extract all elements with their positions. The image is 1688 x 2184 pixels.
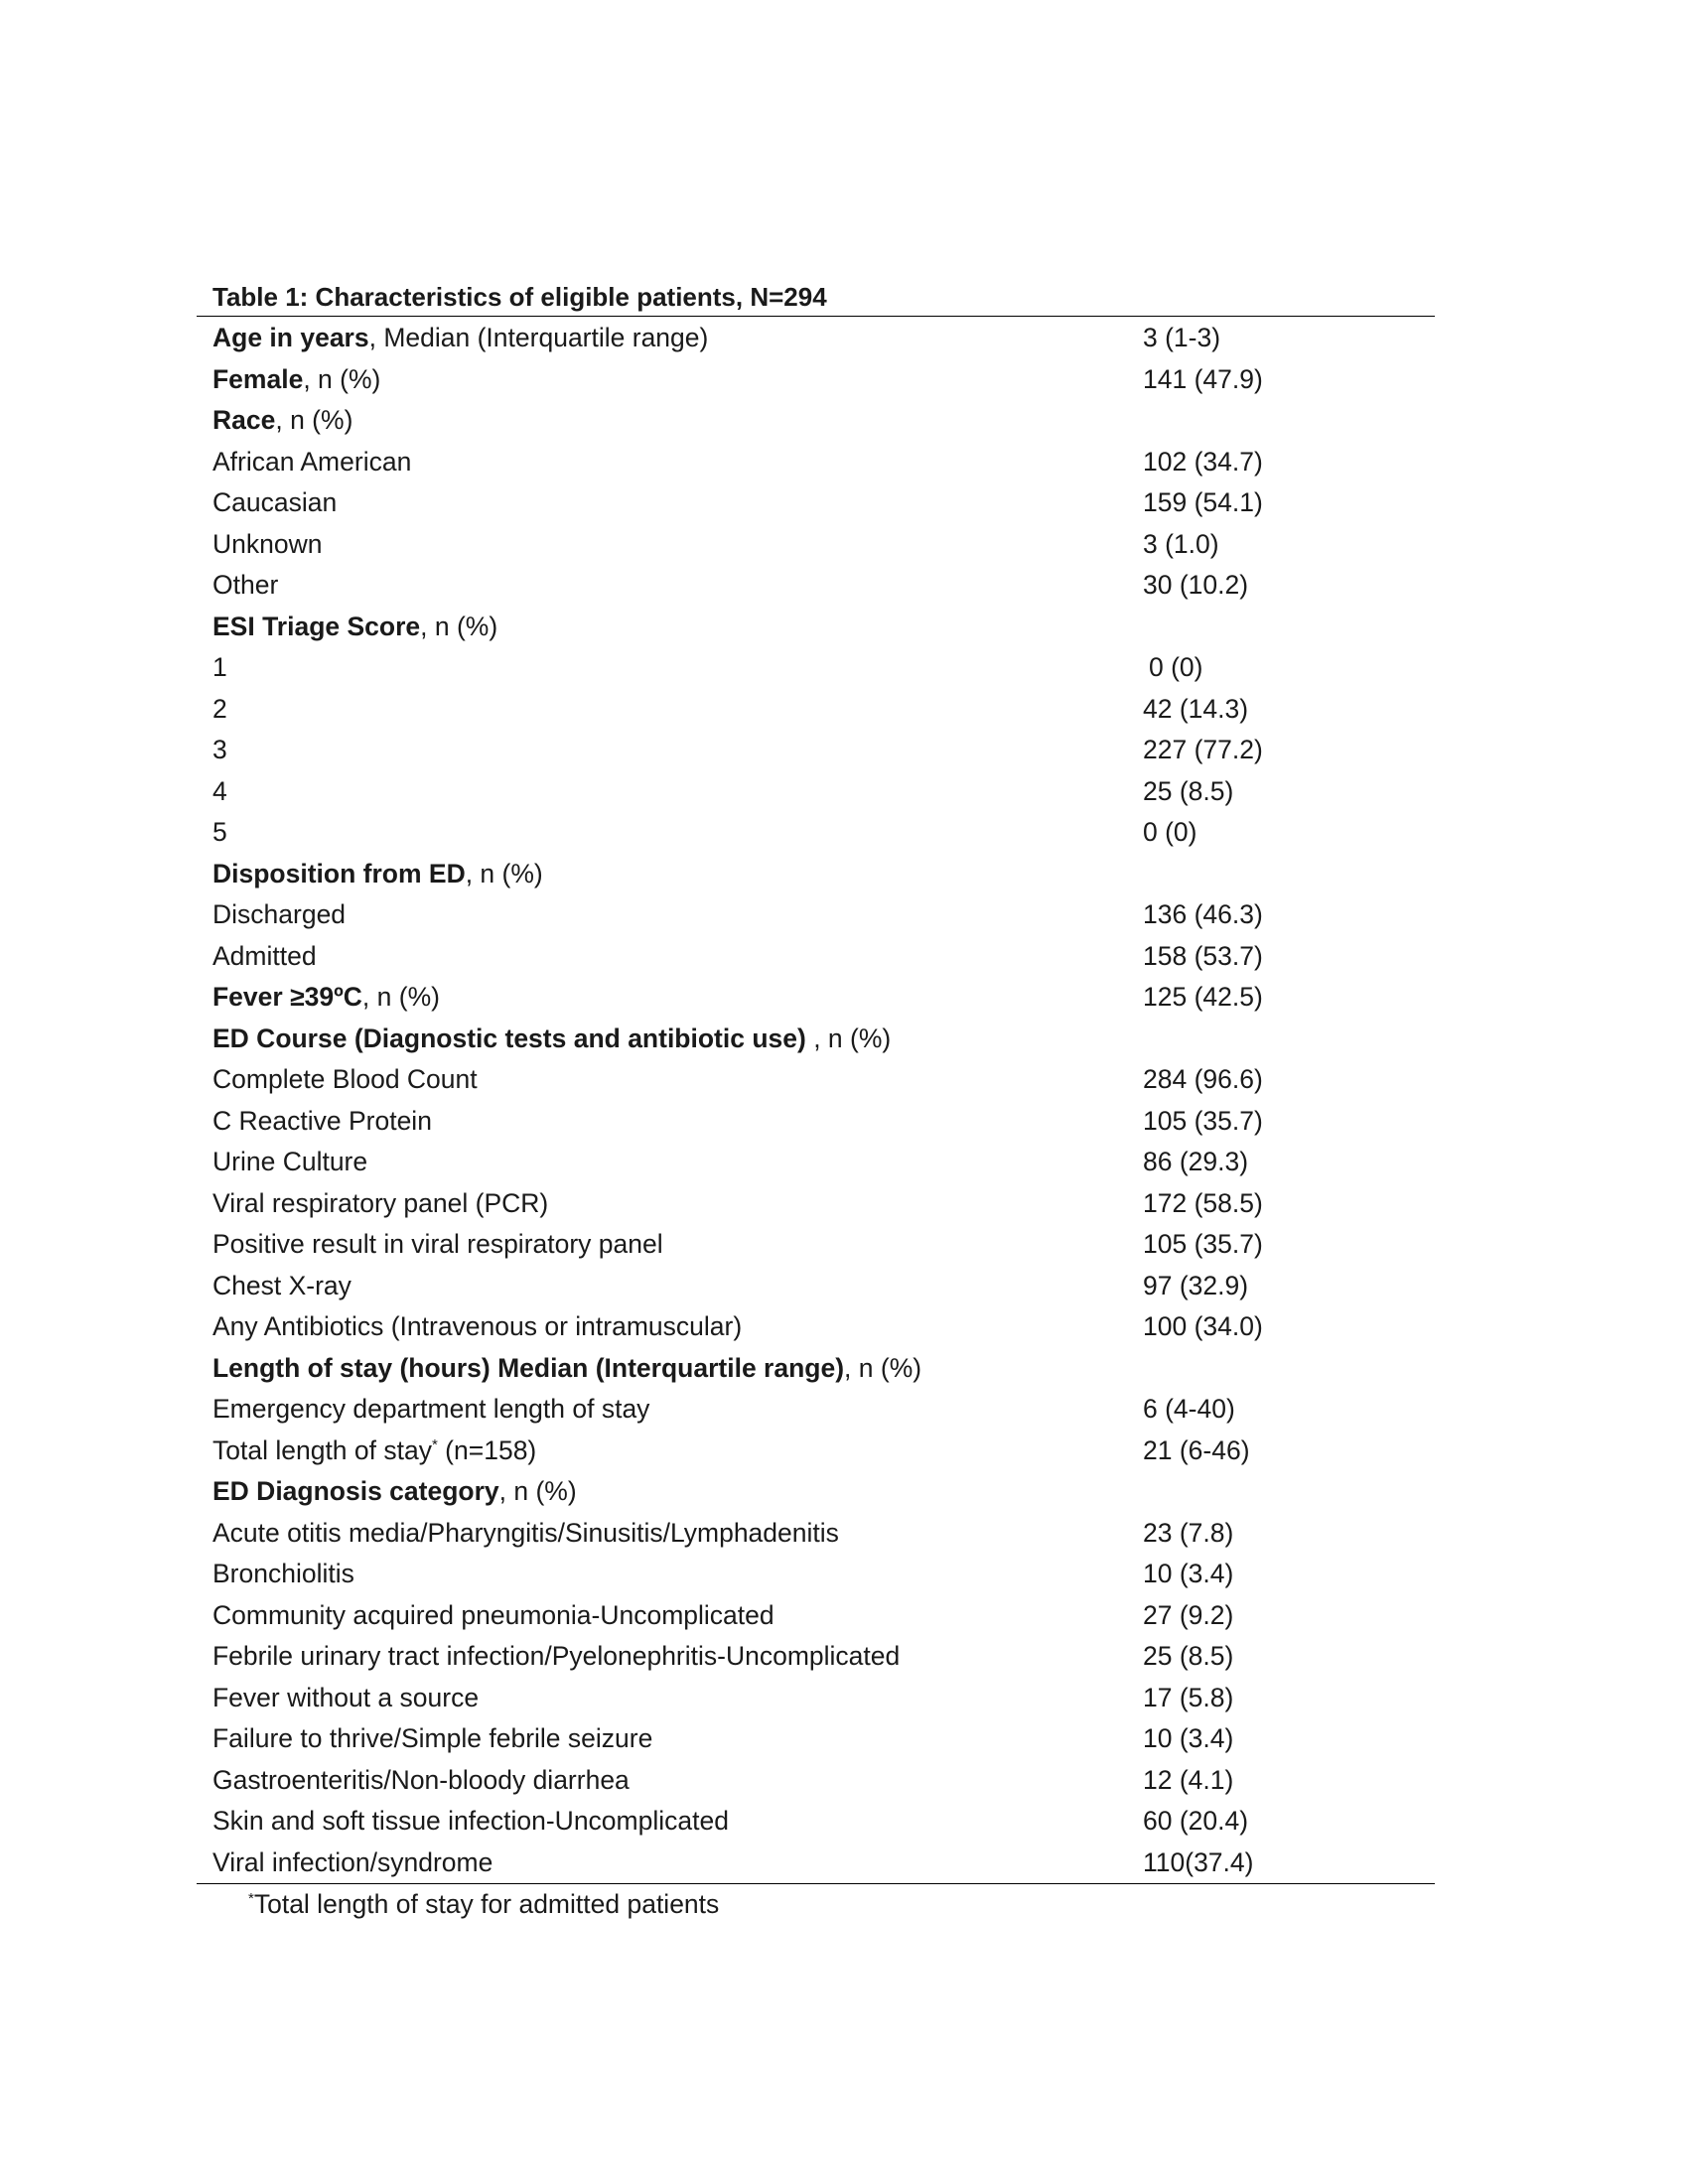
- row-label: [212, 854, 543, 895]
- table-row: [212, 1678, 1434, 1719]
- row-label-text: 2: [212, 693, 227, 724]
- table-row: [212, 1636, 1434, 1678]
- table-row: [212, 1101, 1434, 1143]
- row-value: 10 (3.4): [1143, 1723, 1234, 1753]
- row-label-text: , n (%): [844, 1352, 922, 1383]
- row-label-footnote-marker: *: [431, 1435, 438, 1453]
- row-label-text: , n (%): [498, 1476, 577, 1506]
- row-label-text: Skin and soft tissue infection-Uncomplicated: [212, 1806, 729, 1836]
- row-label-text: Emergency department length of stay: [212, 1394, 650, 1424]
- row-label: [212, 1760, 630, 1802]
- row-label: [212, 1266, 352, 1307]
- row-value: 3 (1.0): [1143, 528, 1219, 559]
- row-value: 97 (32.9): [1143, 1270, 1249, 1300]
- row-value: 158 (53.7): [1143, 940, 1263, 971]
- row-label: [212, 1554, 354, 1595]
- row-label-text: Caucasian: [212, 487, 338, 517]
- row-label: [212, 524, 322, 566]
- row-value: 105 (35.7): [1143, 1229, 1263, 1259]
- row-value: 30 (10.2): [1143, 570, 1249, 600]
- row-value: 172 (58.5): [1143, 1187, 1263, 1218]
- row-label-text: , n (%): [303, 363, 381, 394]
- table-row: [212, 1224, 1434, 1266]
- row-value: 0 (0): [1143, 817, 1197, 847]
- row-value: 227 (77.2): [1143, 735, 1263, 764]
- table-row: [212, 1760, 1434, 1802]
- table-row: [212, 1183, 1434, 1225]
- table-row: [212, 977, 1434, 1019]
- row-value: 23 (7.8): [1143, 1517, 1234, 1548]
- table-row: [212, 1801, 1434, 1843]
- row-label-bold: ED Diagnosis category: [212, 1476, 499, 1506]
- row-label-bold: ESI Triage Score: [212, 611, 421, 641]
- row-label: [212, 1843, 492, 1884]
- row-label-text: Acute otitis media/Pharyngitis/Sinusitis/Lymphadenitis: [212, 1517, 839, 1548]
- row-label: [212, 1348, 921, 1390]
- row-label: [212, 812, 227, 854]
- row-label-text: 5: [212, 817, 227, 847]
- row-value: 125 (42.5): [1143, 982, 1263, 1012]
- table-title: Table 1: Characteristics of eligible patients, N=294: [212, 282, 827, 312]
- row-label-text: Chest X-ray: [212, 1270, 352, 1300]
- row-value: 86 (29.3): [1143, 1147, 1249, 1176]
- table-row: [212, 1306, 1434, 1348]
- row-label-text: Fever without a source: [212, 1682, 480, 1712]
- row-label: [212, 1636, 900, 1678]
- table-row: [212, 1718, 1434, 1760]
- table-row: [212, 647, 1434, 689]
- table-row: [212, 1142, 1434, 1183]
- row-label: [212, 1389, 649, 1431]
- table-row: [212, 1266, 1434, 1307]
- row-label: [212, 565, 278, 607]
- row-value: 284 (96.6): [1143, 1064, 1263, 1094]
- row-label: [212, 1718, 652, 1760]
- row-label-text: Viral infection/syndrome: [212, 1846, 493, 1877]
- row-label-text: Any Antibiotics (Intravenous or intramuscular): [212, 1311, 743, 1341]
- table-row: [212, 318, 1434, 359]
- row-label-bold: Fever ≥39ºC: [212, 982, 362, 1012]
- row-value: 25 (8.5): [1143, 1641, 1234, 1671]
- row-label: [212, 647, 227, 689]
- row-label-text-suffix: (n=158): [437, 1434, 537, 1465]
- row-label-text: Febrile urinary tract infection/Pyelonephritis-Uncomplicated: [212, 1641, 901, 1671]
- row-label-text: African American: [212, 446, 412, 477]
- row-value: 141 (47.9): [1143, 363, 1263, 394]
- row-value: 27 (9.2): [1143, 1599, 1234, 1630]
- table-row: [212, 400, 1434, 442]
- row-label: [212, 400, 352, 442]
- table-row: [212, 1554, 1434, 1595]
- footnote-text: Total length of stay for admitted patients: [253, 1889, 720, 1919]
- row-label: [212, 977, 440, 1019]
- row-label-bold: Female: [212, 363, 304, 394]
- row-value: 12 (4.1): [1143, 1764, 1234, 1795]
- table-row: [212, 1471, 1434, 1513]
- row-label: [212, 442, 411, 483]
- row-label-text: Bronchiolitis: [212, 1559, 354, 1588]
- row-label-bold: Race: [212, 405, 276, 435]
- table-row: [212, 771, 1434, 813]
- row-label: [212, 1224, 663, 1266]
- table-row: [212, 1843, 1434, 1884]
- row-value: 3 (1-3): [1143, 323, 1221, 352]
- row-label: [212, 1801, 729, 1843]
- table-row: [212, 359, 1434, 401]
- row-label-bold: Length of stay (hours) Median (Interquartile range): [212, 1352, 845, 1383]
- row-value: 21 (6-46): [1143, 1434, 1250, 1465]
- row-label-bold: Disposition from ED: [212, 858, 466, 888]
- row-label-text: Gastroenteritis/Non-bloody diarrhea: [212, 1764, 630, 1795]
- table-row: [212, 524, 1434, 566]
- row-label: [212, 1431, 536, 1472]
- table-row: [212, 1595, 1434, 1637]
- table-row: [212, 565, 1434, 607]
- row-label-text: 1: [212, 652, 227, 682]
- row-value: 25 (8.5): [1143, 775, 1234, 806]
- row-value: 6 (4-40): [1143, 1394, 1235, 1424]
- table-row: [212, 1059, 1434, 1101]
- row-label-text: , n (%): [465, 858, 543, 888]
- row-label: [212, 894, 346, 936]
- row-label: [212, 689, 227, 731]
- table-top-rule: [197, 316, 1435, 317]
- row-label-text: Unknown: [212, 528, 323, 559]
- row-label-bold: Age in years: [212, 323, 369, 352]
- table-row: [212, 730, 1434, 771]
- row-label-text: Admitted: [212, 940, 317, 971]
- table-row: [212, 607, 1434, 648]
- row-value: 102 (34.7): [1143, 446, 1263, 477]
- characteristics-table: [212, 318, 1434, 1883]
- row-label: [212, 1019, 891, 1060]
- row-label-text: , n (%): [275, 405, 353, 435]
- row-label-text: Urine Culture: [212, 1147, 368, 1176]
- table-row: [212, 442, 1434, 483]
- row-value: 100 (34.0): [1143, 1311, 1263, 1341]
- row-label: [212, 1183, 548, 1225]
- row-label-text: Complete Blood Count: [212, 1064, 478, 1094]
- row-label-text: Viral respiratory panel (PCR): [212, 1187, 549, 1218]
- row-label-text: Positive result in viral respiratory panel: [212, 1229, 663, 1259]
- table-row: [212, 1431, 1434, 1472]
- row-value: 105 (35.7): [1143, 1105, 1263, 1136]
- row-label: [212, 1101, 432, 1143]
- row-label: [212, 1059, 478, 1101]
- row-label: [212, 936, 317, 978]
- row-label: [212, 359, 380, 401]
- table-footnote: [248, 1884, 719, 1926]
- row-label-text: C Reactive Protein: [212, 1105, 432, 1136]
- row-label-text: , n (%): [420, 611, 498, 641]
- row-value: 0 (0): [1149, 652, 1203, 682]
- row-label-text: Community acquired pneumonia-Uncomplicated: [212, 1599, 774, 1630]
- row-label: [212, 482, 337, 524]
- table-row: [212, 689, 1434, 731]
- row-label: [212, 1471, 577, 1513]
- table-row: [212, 1389, 1434, 1431]
- row-label: [212, 1306, 742, 1348]
- table-row: [212, 894, 1434, 936]
- row-label: [212, 730, 227, 771]
- table-row: [212, 1513, 1434, 1555]
- row-label-text: , n (%): [361, 982, 440, 1012]
- table-row: [212, 1019, 1434, 1060]
- row-label: [212, 1142, 367, 1183]
- row-value: 17 (5.8): [1143, 1682, 1234, 1712]
- row-label-text: , n (%): [805, 1023, 892, 1053]
- row-value: 60 (20.4): [1143, 1806, 1249, 1836]
- row-label-bold: ED Course (Diagnostic tests and antibiotic use): [212, 1023, 806, 1053]
- row-value: 136 (46.3): [1143, 899, 1263, 929]
- row-label: [212, 607, 497, 648]
- table-row: [212, 936, 1434, 978]
- table-row: [212, 812, 1434, 854]
- footnote-marker: *: [248, 1890, 254, 1908]
- row-label-text: 3: [212, 735, 227, 764]
- row-value: 159 (54.1): [1143, 487, 1263, 517]
- row-label: [212, 1678, 479, 1719]
- row-label: [212, 771, 227, 813]
- table-row: [212, 1348, 1434, 1390]
- table-row: [212, 482, 1434, 524]
- row-value: 110(37.4): [1143, 1846, 1254, 1877]
- row-label-text: Total length of stay: [212, 1434, 432, 1465]
- row-label-text: Failure to thrive/Simple febrile seizure: [212, 1723, 653, 1753]
- row-label-text: 4: [212, 775, 227, 806]
- row-label-text: Other: [212, 570, 279, 600]
- row-label: [212, 1595, 774, 1637]
- row-label-text: Discharged: [212, 899, 347, 929]
- row-label: [212, 1513, 839, 1555]
- table-row: [212, 854, 1434, 895]
- row-label-text: , Median (Interquartile range): [368, 323, 709, 352]
- row-value: 42 (14.3): [1143, 693, 1249, 724]
- row-value: 10 (3.4): [1143, 1559, 1234, 1588]
- row-label: [212, 318, 708, 359]
